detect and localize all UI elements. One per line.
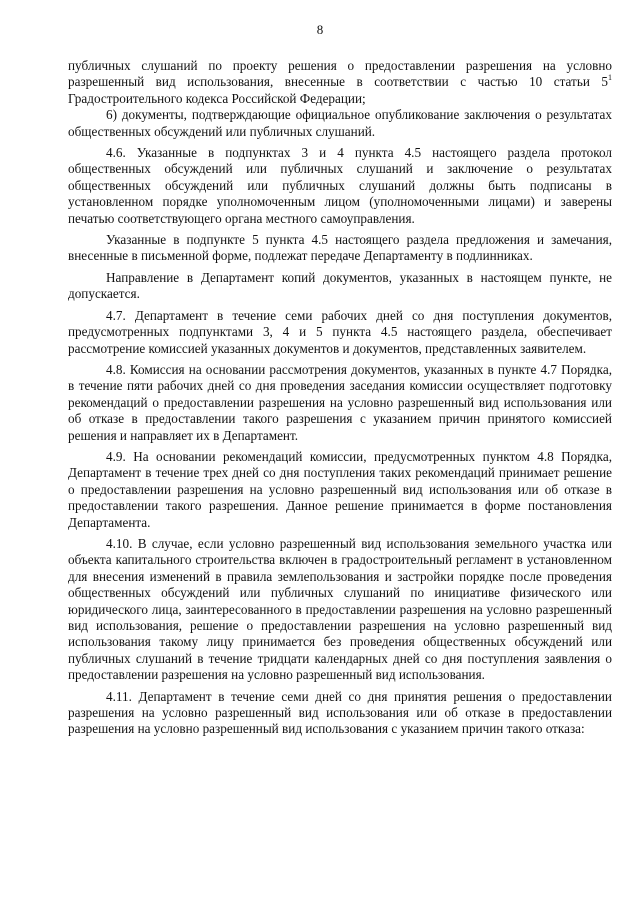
- paragraph-text: публичных слушаний по проекту решения о предоставлении разрешения на условно разрешенный вид использования, внесенные в соответствии с частью 10 статьи 5: [68, 58, 612, 90]
- paragraph-text: Градостроительного кодекса Российской Федерации;: [68, 90, 366, 106]
- paragraph-4-10: 4.10. В случае, если условно разрешенный вид использования земельного участка или объекта капитального строительства включен в градостроительный регламент в установленном для внесения изменений в правила землепользования и застройки порядке после проведения общественных обсуждений или публичных слушаний по инициативе физического или юридического лица, заинтересованного в предоставлении разрешения на условно разрешенный вид использования, решение о предоставлении разрешения на условно разрешенный вид использования такому лицу принимается без проведения общественных обсуждений или публичных слушаний в течение тридцати календарных дней со дня поступления заявления о предоставлении разрешения на условно разрешенный вид использования.: [68, 535, 612, 683]
- paragraph-4-8: 4.8. Комиссия на основании рассмотрения документов, указанных в пункте 4.7 Порядка, в течение пяти рабочих дней со дня проведения заседания комиссии осуществляет подготовку рекомендаций о предоставлении разрешения на условно разрешенный вид использования или об отказе в предоставлении такого разрешения с указанием причин принятого комиссией решения и направляет их в Департамент.: [68, 361, 612, 443]
- paragraph-continuation: [68, 58, 612, 107]
- superscript: 1: [608, 73, 612, 83]
- paragraph-4-9: 4.9. На основании рекомендаций комиссии, предусмотренных пунктом 4.8 Порядка, Департамент в течение трех дней со дня поступления таких рекомендаций принимает решение о предоставлении разрешения на условно разрешенный вид использования или об отказе в предоставлении такого разрешения. Данное решение принимается в форме постановления Департамента.: [68, 448, 612, 530]
- document-body: [68, 58, 612, 738]
- paragraph-4-6-proposals: Указанные в подпункте 5 пункта 4.5 настоящего раздела предложения и замечания, внесенные в письменной форме, подлежат передаче Департаменту в подлинниках.: [68, 232, 612, 264]
- paragraph-4-11: 4.11. Департамент в течение семи дней со дня принятия решения о предоставлении разрешения на условно разрешенный вид использования или об отказе в предоставлении разрешения на условно разрешенный вид использования с указанием причин такого отказа:: [68, 688, 612, 737]
- paragraph-4-7: 4.7. Департамент в течение семи рабочих дней со дня поступления документов, предусмотренных подпунктами 3, 4 и 5 пункта 4.5 настоящего раздела, обеспечивает рассмотрение комиссией указанных документов и документов, представленных заявителем.: [68, 307, 612, 356]
- paragraph-item-6: 6) документы, подтверждающие официальное опубликование заключения о результатах общественных обсуждений или публичных слушаний.: [68, 107, 612, 139]
- page-number: 8: [316, 22, 324, 37]
- paragraph-4-6-copies: Направление в Департамент копий документов, указанных в настоящем пункте, не допускается.: [68, 269, 612, 302]
- paragraph-4-6: 4.6. Указанные в подпунктах 3 и 4 пункта 4.5 настоящего раздела протокол общественных обсуждений или публичных слушаний и заключение о результатах общественных обсуждений или публичных слушаний должны быть подписаны в установленном порядке уполномоченным лицом (уполномоченными лицами) и заверены печатью соответствующего органа местного самоуправления.: [68, 145, 612, 226]
